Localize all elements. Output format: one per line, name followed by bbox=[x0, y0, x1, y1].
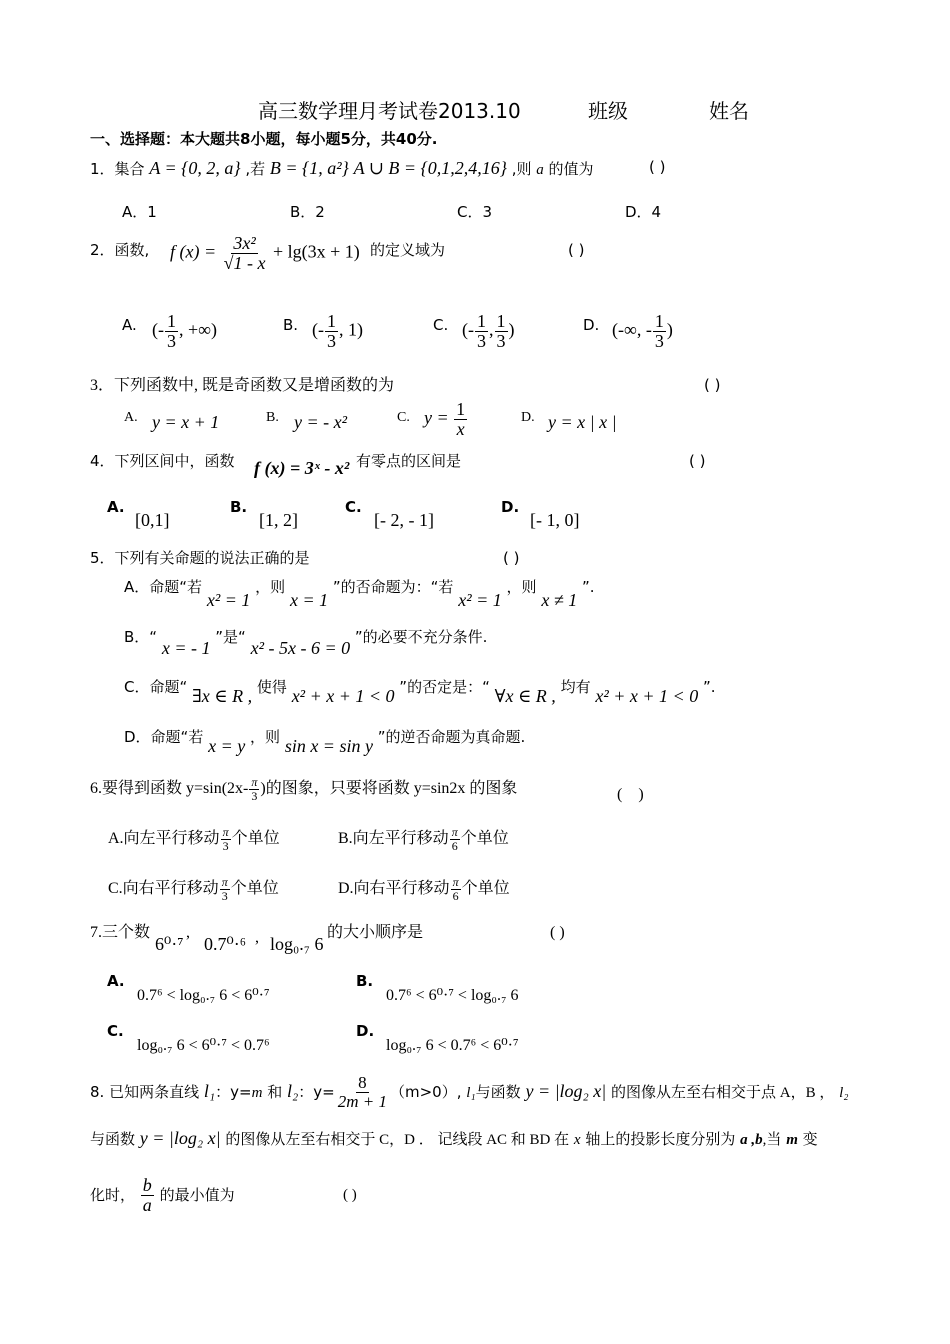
q1-set-a: A = {0, 2, a} bbox=[149, 158, 241, 178]
q2-lhs: f (x) = bbox=[170, 241, 217, 262]
q2-a-pre: (- bbox=[152, 319, 164, 340]
q5-option-d bbox=[124, 726, 526, 756]
q6-option-c bbox=[108, 876, 279, 902]
q2-b-post: , 1) bbox=[339, 319, 363, 340]
q5-b-1: x = - 1 bbox=[161, 638, 211, 658]
q2-d-pre: (-∞, - bbox=[612, 319, 652, 340]
q8-line3-pre: 化时， bbox=[90, 1185, 136, 1204]
q5-d-4: ”的逆否命题为真命题. bbox=[377, 728, 526, 746]
q5-a-0: A．命题“若 bbox=[124, 578, 203, 596]
q5-c-4: ”的否定是：“ bbox=[399, 678, 490, 696]
q5-c-8: ”. bbox=[702, 678, 716, 696]
q4-answer-blank: ( ) bbox=[689, 452, 706, 470]
q5-d-0: D．命题“若 bbox=[124, 728, 204, 746]
q8-p4: ：y= bbox=[298, 1082, 335, 1101]
q2-c-pre: (- bbox=[462, 319, 474, 340]
q4-option-c: [- 2, - 1] bbox=[374, 510, 434, 530]
q6-stem-post: )的图象，只要将函数 y=sin2x 的图象 bbox=[260, 779, 518, 797]
q7-num-3: log₀.₇ 6 bbox=[270, 934, 324, 954]
q5-d-3: sin x = sin y bbox=[284, 736, 373, 756]
q4-tail: 有零点的区间是 bbox=[356, 452, 462, 470]
q3-label-b: B. bbox=[266, 410, 279, 425]
q2-c-post: ) bbox=[508, 319, 515, 340]
q4-label-d: D. bbox=[501, 498, 520, 516]
q7-label-a: A. bbox=[107, 972, 125, 990]
q8-fnum: b bbox=[142, 1175, 152, 1195]
q5-d-1: x = y bbox=[208, 736, 246, 756]
q2-den: √1 - x bbox=[223, 252, 266, 273]
q7-tail: 的大小顺序是 bbox=[327, 924, 424, 941]
q5-b-3: x² - 5x - 6 = 0 bbox=[250, 638, 351, 658]
q4-label-c: C. bbox=[345, 498, 362, 516]
q5-a-6: ，则 bbox=[506, 578, 537, 596]
q5-option-b bbox=[124, 626, 488, 658]
q3-label-c: C. bbox=[397, 410, 410, 425]
q8-line-2 bbox=[90, 1128, 818, 1150]
q5-a-8: ”. bbox=[581, 578, 595, 596]
q5-a-1: x² = 1 bbox=[206, 590, 251, 610]
q6-a-post: 个单位 bbox=[231, 829, 280, 847]
q5-d-2: ，则 bbox=[250, 728, 281, 746]
q1-tail2: 的值为 bbox=[548, 160, 594, 178]
q2-option-d bbox=[612, 312, 673, 351]
q2-option-a bbox=[152, 312, 217, 351]
name-label: 姓名 bbox=[709, 99, 749, 123]
exam-title: 高三数学理月考试卷2013.10 bbox=[258, 99, 521, 123]
q6-stem-pre: 6.要得到函数 y=sin(2x- bbox=[90, 779, 249, 797]
q8-den: 2m + 1 bbox=[337, 1091, 387, 1111]
q3-c-pre: y = bbox=[424, 407, 449, 428]
q5-option-c bbox=[124, 676, 716, 706]
q6-option-b bbox=[338, 826, 509, 852]
q3-label-d: D. bbox=[521, 410, 535, 425]
q2-fraction bbox=[222, 234, 268, 273]
q5-c-2: 使得 bbox=[256, 678, 287, 696]
q8-line2-pre: 与函数 bbox=[90, 1130, 136, 1148]
q2-answer-blank: ( ) bbox=[568, 241, 585, 259]
q5-option-a bbox=[124, 576, 595, 610]
q6-a-pre: A.向左平行移动 bbox=[108, 829, 220, 847]
q8-m: m bbox=[251, 1084, 263, 1101]
q5-a-5: x² = 1 bbox=[458, 590, 502, 610]
q6-d-den: 6 bbox=[452, 888, 459, 903]
q1-mid: ,若 bbox=[245, 160, 266, 178]
q8-fden: a bbox=[142, 1194, 152, 1215]
q2-b-num: 1 bbox=[327, 311, 336, 331]
q7-option-d: log₀.₇ 6 < 0.7⁶ < 6⁰·⁷ bbox=[386, 1037, 519, 1054]
q1-stem: 1．集合 bbox=[90, 160, 145, 178]
q1-option-d: D．4 bbox=[625, 203, 662, 221]
q7-label-d: D. bbox=[356, 1022, 375, 1040]
q7-answer-blank: ( ) bbox=[550, 924, 565, 941]
q2-c-num2: 1 bbox=[496, 311, 506, 331]
q5-a-2: ，则 bbox=[255, 578, 286, 596]
q2-a-num: 1 bbox=[167, 311, 176, 331]
q6-c-pi: π bbox=[221, 875, 228, 889]
q1-answer-blank: ( ) bbox=[649, 158, 666, 176]
q6-d-pi: π bbox=[452, 875, 459, 889]
q4-func: f (x) = 3ˣ - x² bbox=[254, 458, 350, 478]
q4-option-b: [1, 2] bbox=[259, 510, 298, 530]
q2-a-den: 3 bbox=[167, 330, 176, 351]
q5-b-4: ”的必要不充分条件. bbox=[354, 628, 488, 646]
q4-label-b: B. bbox=[230, 498, 248, 516]
q2-c-num: 1 bbox=[477, 311, 486, 331]
q4-label-a: A. bbox=[107, 498, 125, 516]
q1-set-b: B = {1, a²} bbox=[269, 158, 349, 178]
q2-a-post: , +∞) bbox=[179, 319, 217, 340]
q8-l2: l₂ bbox=[287, 1080, 299, 1101]
q2-b-den: 3 bbox=[327, 330, 336, 351]
q8-l1: l₁ bbox=[203, 1080, 216, 1101]
q8-line2-post: 的图像从左至右相交于 C，D ． 记线段 AC 和 BD 在 bbox=[225, 1132, 570, 1148]
q7-num-1: 6⁰·⁷ bbox=[155, 934, 184, 954]
q5-c-6: 均有 bbox=[560, 678, 591, 696]
q8-func: y = |log₂ x| bbox=[525, 1080, 607, 1101]
q7-label-c: C. bbox=[107, 1022, 124, 1040]
q8-answer-blank: ( ) bbox=[343, 1187, 357, 1203]
q1-option-c: C．3 bbox=[457, 203, 493, 221]
q8-line2-post3: ,当 bbox=[762, 1132, 782, 1148]
q8-m2: m bbox=[786, 1132, 798, 1148]
q3-option-a: y = x + 1 bbox=[152, 412, 220, 432]
q3-c-num: 1 bbox=[456, 399, 466, 419]
q2-d-post: ) bbox=[666, 319, 673, 340]
q3-option-b: y = - x² bbox=[294, 412, 348, 432]
q8-line3-post: 的最小值为 bbox=[159, 1185, 235, 1204]
q1-option-a: A．1 bbox=[122, 203, 157, 221]
q8-l2-b: l₂ bbox=[839, 1084, 849, 1101]
q2-stem: 2．函数, bbox=[90, 241, 150, 259]
q2-label-a: A. bbox=[122, 316, 137, 334]
q4-option-d: [- 1, 0] bbox=[530, 510, 580, 530]
q2-c-den2: 3 bbox=[496, 330, 506, 351]
q3-option-d: y = x | x | bbox=[548, 412, 617, 432]
q6-b-post: 个单位 bbox=[460, 829, 509, 847]
q5-a-4: ”的否命题为：“若 bbox=[332, 578, 454, 596]
q5-a-3: x = 1 bbox=[289, 590, 329, 610]
q8-line2-post4: 变 bbox=[802, 1132, 818, 1148]
q2-b-pre: (- bbox=[312, 319, 324, 340]
q6-d-pre: D.向右平行移动 bbox=[338, 879, 450, 897]
q8-line-3 bbox=[90, 1176, 235, 1215]
section-heading: 一、选择题：本大题共8小题，每小题5分，共40分. bbox=[90, 130, 438, 148]
q6-b-den: 6 bbox=[451, 838, 458, 853]
q8-line2-post2: 轴上的投影长度分别为 bbox=[585, 1132, 736, 1148]
q6-c-pre: C.向右平行移动 bbox=[108, 879, 219, 897]
q3-option-c bbox=[424, 400, 468, 439]
q7-option-c: log₀.₇ 6 < 6⁰·⁷ < 0.7⁶ bbox=[137, 1037, 270, 1054]
q2-d-num: 1 bbox=[654, 311, 664, 331]
q6-answer-blank: ( ) bbox=[617, 786, 644, 803]
q2-tail: 的定义域为 bbox=[370, 241, 446, 259]
q8-l1-b: l₁ bbox=[466, 1084, 476, 1101]
q6-b-pre: B.向左平行移动 bbox=[338, 829, 449, 847]
question-1 bbox=[90, 158, 594, 180]
q5-c-1: ∃x ∈ R , bbox=[192, 686, 253, 706]
q2-rhs: + lg(3x + 1) bbox=[273, 241, 360, 262]
q5-answer-blank: ( ) bbox=[503, 549, 520, 567]
q3-answer-blank: ( ) bbox=[704, 376, 721, 394]
q6-b-pi: π bbox=[451, 825, 458, 839]
q5-b-2: ”是“ bbox=[215, 628, 246, 646]
q2-c-mid: , bbox=[489, 319, 494, 340]
q6-c-post: 个单位 bbox=[230, 879, 279, 897]
q2-num: 3x² bbox=[233, 233, 256, 253]
q2-d-den: 3 bbox=[654, 330, 664, 351]
q2-formula bbox=[170, 234, 360, 273]
q7-stem: 7.三个数 bbox=[90, 924, 151, 941]
q7-num-2: 0.7⁰·⁶ bbox=[204, 934, 246, 954]
q6-stem bbox=[90, 776, 517, 802]
q5-c-7: x² + x + 1 < 0 bbox=[595, 686, 699, 706]
q8-func-b: y = |log₂ x| bbox=[139, 1128, 221, 1148]
q5-c-5: ∀x ∈ R , bbox=[494, 686, 556, 706]
q7-option-a: 0.7⁶ < log₀.₇ 6 < 6⁰·⁷ bbox=[137, 987, 270, 1004]
q2-option-c bbox=[462, 312, 515, 351]
q2-label-c: C. bbox=[433, 316, 449, 334]
q2-option-b bbox=[312, 312, 363, 351]
q8-num: 8 bbox=[358, 1073, 367, 1092]
q5-b-0: B．“ bbox=[124, 628, 158, 646]
q8-p3: 和 bbox=[267, 1082, 283, 1101]
q4-stem: 4．下列区间中，函数 bbox=[90, 452, 235, 470]
q7-option-b: 0.7⁶ < 6⁰·⁷ < log₀.₇ 6 bbox=[386, 987, 519, 1004]
q5-c-0: C．命题“ bbox=[124, 678, 188, 696]
q8-p6: 与函数 bbox=[475, 1082, 521, 1101]
q7-comma-1: , bbox=[186, 924, 190, 941]
class-label: 班级 bbox=[588, 99, 628, 123]
q7-comma-2: , bbox=[255, 929, 259, 946]
q4-option-a: [0,1] bbox=[135, 510, 170, 530]
q8-x: x bbox=[573, 1132, 581, 1148]
q6-option-d bbox=[338, 876, 510, 902]
q8-ab: a ,b bbox=[740, 1132, 763, 1148]
q1-tail: ,则 bbox=[511, 160, 532, 178]
q6-three: 3 bbox=[251, 788, 258, 803]
q7-label-b: B. bbox=[356, 972, 374, 990]
q8-p1: 8. 已知两条直线 bbox=[90, 1082, 200, 1101]
q1-var: a bbox=[536, 162, 544, 178]
q3-stem: 3．下列函数中, 既是奇函数又是增函数的为 bbox=[90, 377, 395, 394]
q5-c-3: x² + x + 1 < 0 bbox=[291, 686, 395, 706]
q3-c-den: x bbox=[456, 418, 465, 439]
q6-option-a bbox=[108, 826, 280, 852]
q6-a-pi: π bbox=[222, 825, 229, 839]
q5-stem: 5．下列有关命题的说法正确的是 bbox=[90, 549, 310, 567]
q3-label-a: A. bbox=[124, 410, 138, 425]
q6-pi: π bbox=[251, 775, 258, 789]
q8-p7: 的图像从左至右相交于点 A，B ， bbox=[611, 1084, 835, 1101]
q2-label-b: B. bbox=[283, 316, 299, 334]
q5-a-7: x ≠ 1 bbox=[541, 590, 578, 610]
q6-c-den: 3 bbox=[221, 888, 228, 903]
q1-option-b: B．2 bbox=[290, 203, 325, 221]
q8-p5: （m>0）, bbox=[389, 1082, 462, 1101]
q8-p2: ：y= bbox=[215, 1082, 252, 1101]
q2-c-den: 3 bbox=[477, 330, 486, 351]
q1-union: A ∪ B = {0,1,2,4,16} bbox=[353, 158, 507, 178]
q6-d-post: 个单位 bbox=[461, 879, 510, 897]
q6-a-den: 3 bbox=[222, 838, 229, 853]
q2-label-d: D. bbox=[583, 316, 600, 334]
q8-line-1 bbox=[90, 1074, 849, 1111]
